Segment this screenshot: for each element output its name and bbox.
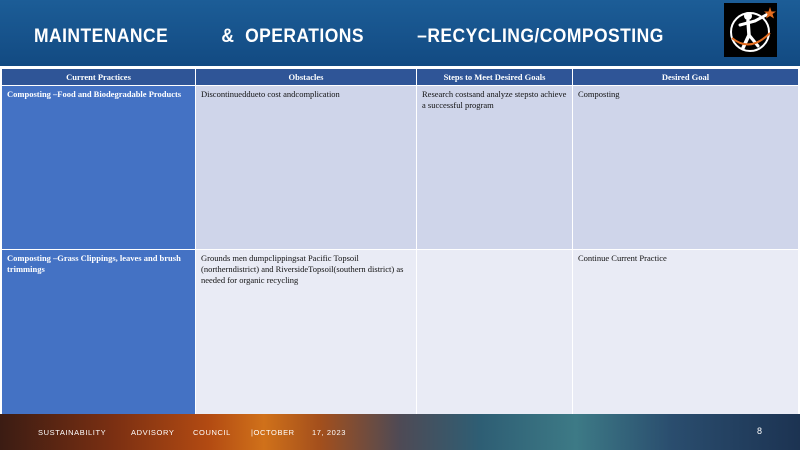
goal-cell: Continue Current Practice [573,250,799,416]
column-header-current-practices: Current Practices [2,69,196,86]
column-header-desired-goal: Desired Goal [573,69,799,86]
steps-cell: Research costsand analyze stepsto achieve a successful program [417,86,573,250]
figure-with-star-logo-icon [724,3,777,57]
footer-advisory: ADVISORY [131,428,175,437]
footer-month: |OCTOBER [251,428,295,437]
obstacles-cell: Grounds men dumpclippingsat Pacific Topsoil (northerndistrict) and RiversideTopsoil(southern district) as needed for organic recycling [196,250,417,416]
practice-cell: Composting –Food and Biodegradable Products [2,86,196,250]
table-header-row [2,69,799,86]
footer-council: COUNCIL [193,428,231,437]
practice-cell: Composting –Grass Clippings, leaves and brush trimmings [2,250,196,416]
title-bar [0,0,800,66]
column-header-obstacles: Obstacles [196,69,417,86]
practices-table [1,68,799,416]
footer-bar [0,414,800,450]
goal-cell: Composting [573,86,799,250]
page-number: 8 [757,426,763,436]
footer-org: SUSTAINABILITY [38,428,107,437]
table-row [2,250,799,416]
table-row [2,86,799,250]
obstacles-cell: Discontinueddueto cost andcomplication [196,86,417,250]
footer-date: 17, 2023 [312,428,346,437]
column-header-steps: Steps to Meet Desired Goals [417,69,573,86]
page-title: MAINTENANCE & OPERATIONS –RECYCLING/COMPOSTING [34,26,664,47]
steps-cell [417,250,573,416]
